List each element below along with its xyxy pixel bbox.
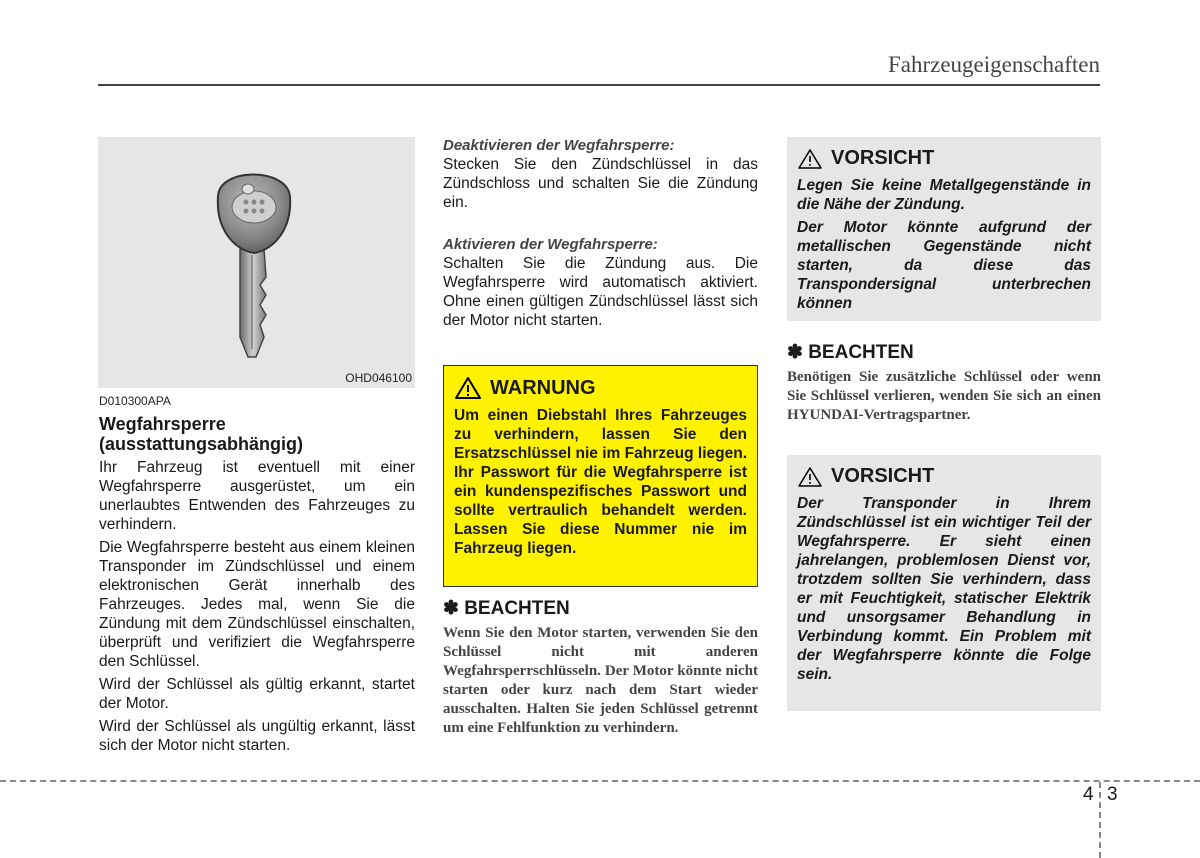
- caution-text: Legen Sie keine Metallgegenstände in die Nähe der Zündung.: [797, 177, 1091, 213]
- note-box: [443, 598, 758, 738]
- activate-heading: Aktivieren der Wegfahrsperre:: [443, 236, 658, 253]
- warning-text: Um einen Diebstahl Ihres Fahrzeuges zu verhindern, lassen Sie den Ersatzschlüssel nie im Fahrzeug liegen. Ihr Passwort für die Wegfahrsperre ist ein kundenspezifisches Passwort und sollte vertraulich behandelt werden. Lassen Sie diese Nummer nie im Fahrzeug liegen.: [454, 407, 747, 557]
- note-title: ✽ BEACHTEN: [787, 342, 914, 363]
- note-box: [787, 342, 1101, 425]
- column-1: [99, 394, 415, 759]
- note-text: Wenn Sie den Motor starten, verwenden Sie den Schlüssel nicht mit anderen Wegfahrsperrschlüsseln. Der Motor könnte nicht starten oder kurz nach dem Start wieder ausschalten. Halten Sie jeden Schlüssel getrennt um eine Fehlfunktion zu verhindern.: [443, 625, 758, 736]
- caution-text: Der Motor könnte aufgrund der metallischen Gegenstände nicht starten, da diese das Transpondersignal unterbrechen können: [797, 219, 1091, 312]
- caution-triangle-icon: [797, 466, 823, 488]
- chapter-number: 4: [1083, 784, 1094, 805]
- figure-code: OHD046100: [345, 371, 412, 385]
- footer-vertical-divider: [1099, 782, 1101, 858]
- caution-title: VORSICHT: [831, 147, 935, 169]
- key-illustration: [98, 137, 415, 388]
- page-header-title: Fahrzeugeigenschaften: [887, 52, 1100, 77]
- warning-triangle-icon: [454, 376, 482, 400]
- warning-title: WARNUNG: [490, 376, 596, 399]
- deactivate-text: Stecken Sie den Zündschlüssel in das Zündschloss und schalten Sie die Zündung ein.: [443, 156, 758, 211]
- caution-title: VORSICHT: [831, 465, 935, 487]
- warning-title-row: [454, 376, 747, 400]
- caution-triangle-icon: [797, 148, 823, 170]
- paragraph: Wird der Schlüssel als gültig erkannt, startet der Motor.: [99, 676, 415, 712]
- section-code: D010300APA: [99, 394, 171, 408]
- section-heading: Wegfahrsperre (ausstattungsabhängig): [99, 414, 304, 454]
- caution-title-row: [797, 465, 1091, 488]
- column-2: [443, 137, 758, 334]
- caution-box: [787, 137, 1101, 321]
- caution-text: Der Transponder in Ihrem Zündschlüssel ist ein wichtiger Teil der Wegfahrsperre. Er sieht einen jahrelangen, problemlosen Dienst vor, trotzdem sollten Sie verhindern, dass er mit Feuchtigkeit, statischer Elektrik und unsorgsamer Behandlung in Verbindung kommt. Ein Problem mit der Wegfahrsperre könnte die Folge sein.: [797, 495, 1091, 683]
- note-text: Benötigen Sie zusätzliche Schlüssel oder wenn Sie Schlüssel verlieren, wenden Sie sich an einen HYUNDAI-Vertragspartner.: [787, 369, 1101, 423]
- footer-divider: [0, 780, 1200, 782]
- deactivate-heading: Deaktivieren der Wegfahrsperre:: [443, 137, 675, 154]
- paragraph: Wird der Schlüssel als ungültig erkannt, lässt sich der Motor nicht starten.: [99, 718, 415, 754]
- caution-title-row: [797, 147, 1091, 170]
- page-number: 3: [1107, 784, 1118, 805]
- caution-box: [787, 455, 1101, 711]
- spacer: [443, 216, 758, 236]
- header-rule: [98, 84, 1100, 86]
- activate-text: Schalten Sie die Zündung aus. Die Wegfahrsperre wird automatisch aktiviert. Ohne einen gültigen Zündschlüssel lässt sich der Motor nicht starten.: [443, 255, 758, 329]
- note-title: ✽ BEACHTEN: [443, 598, 570, 619]
- paragraph: Ihr Fahrzeug ist eventuell mit einer Wegfahrsperre ausgerüstet, um ein unerlaubtes Entwenden des Fahrzeuges zu verhindern.: [99, 459, 415, 533]
- warning-box: [443, 365, 758, 587]
- key-figure: [98, 137, 415, 388]
- paragraph: Die Wegfahrsperre besteht aus einem kleinen Transponder im Zündschlüssel und einem elektronischen Gerät innerhalb des Fahrzeuges. Jedes mal, wenn Sie die Zündung mit dem Zündschlüssel einschalten, überprüft und verifiziert die Wegfahrsperre den Schlüssel.: [99, 539, 415, 670]
